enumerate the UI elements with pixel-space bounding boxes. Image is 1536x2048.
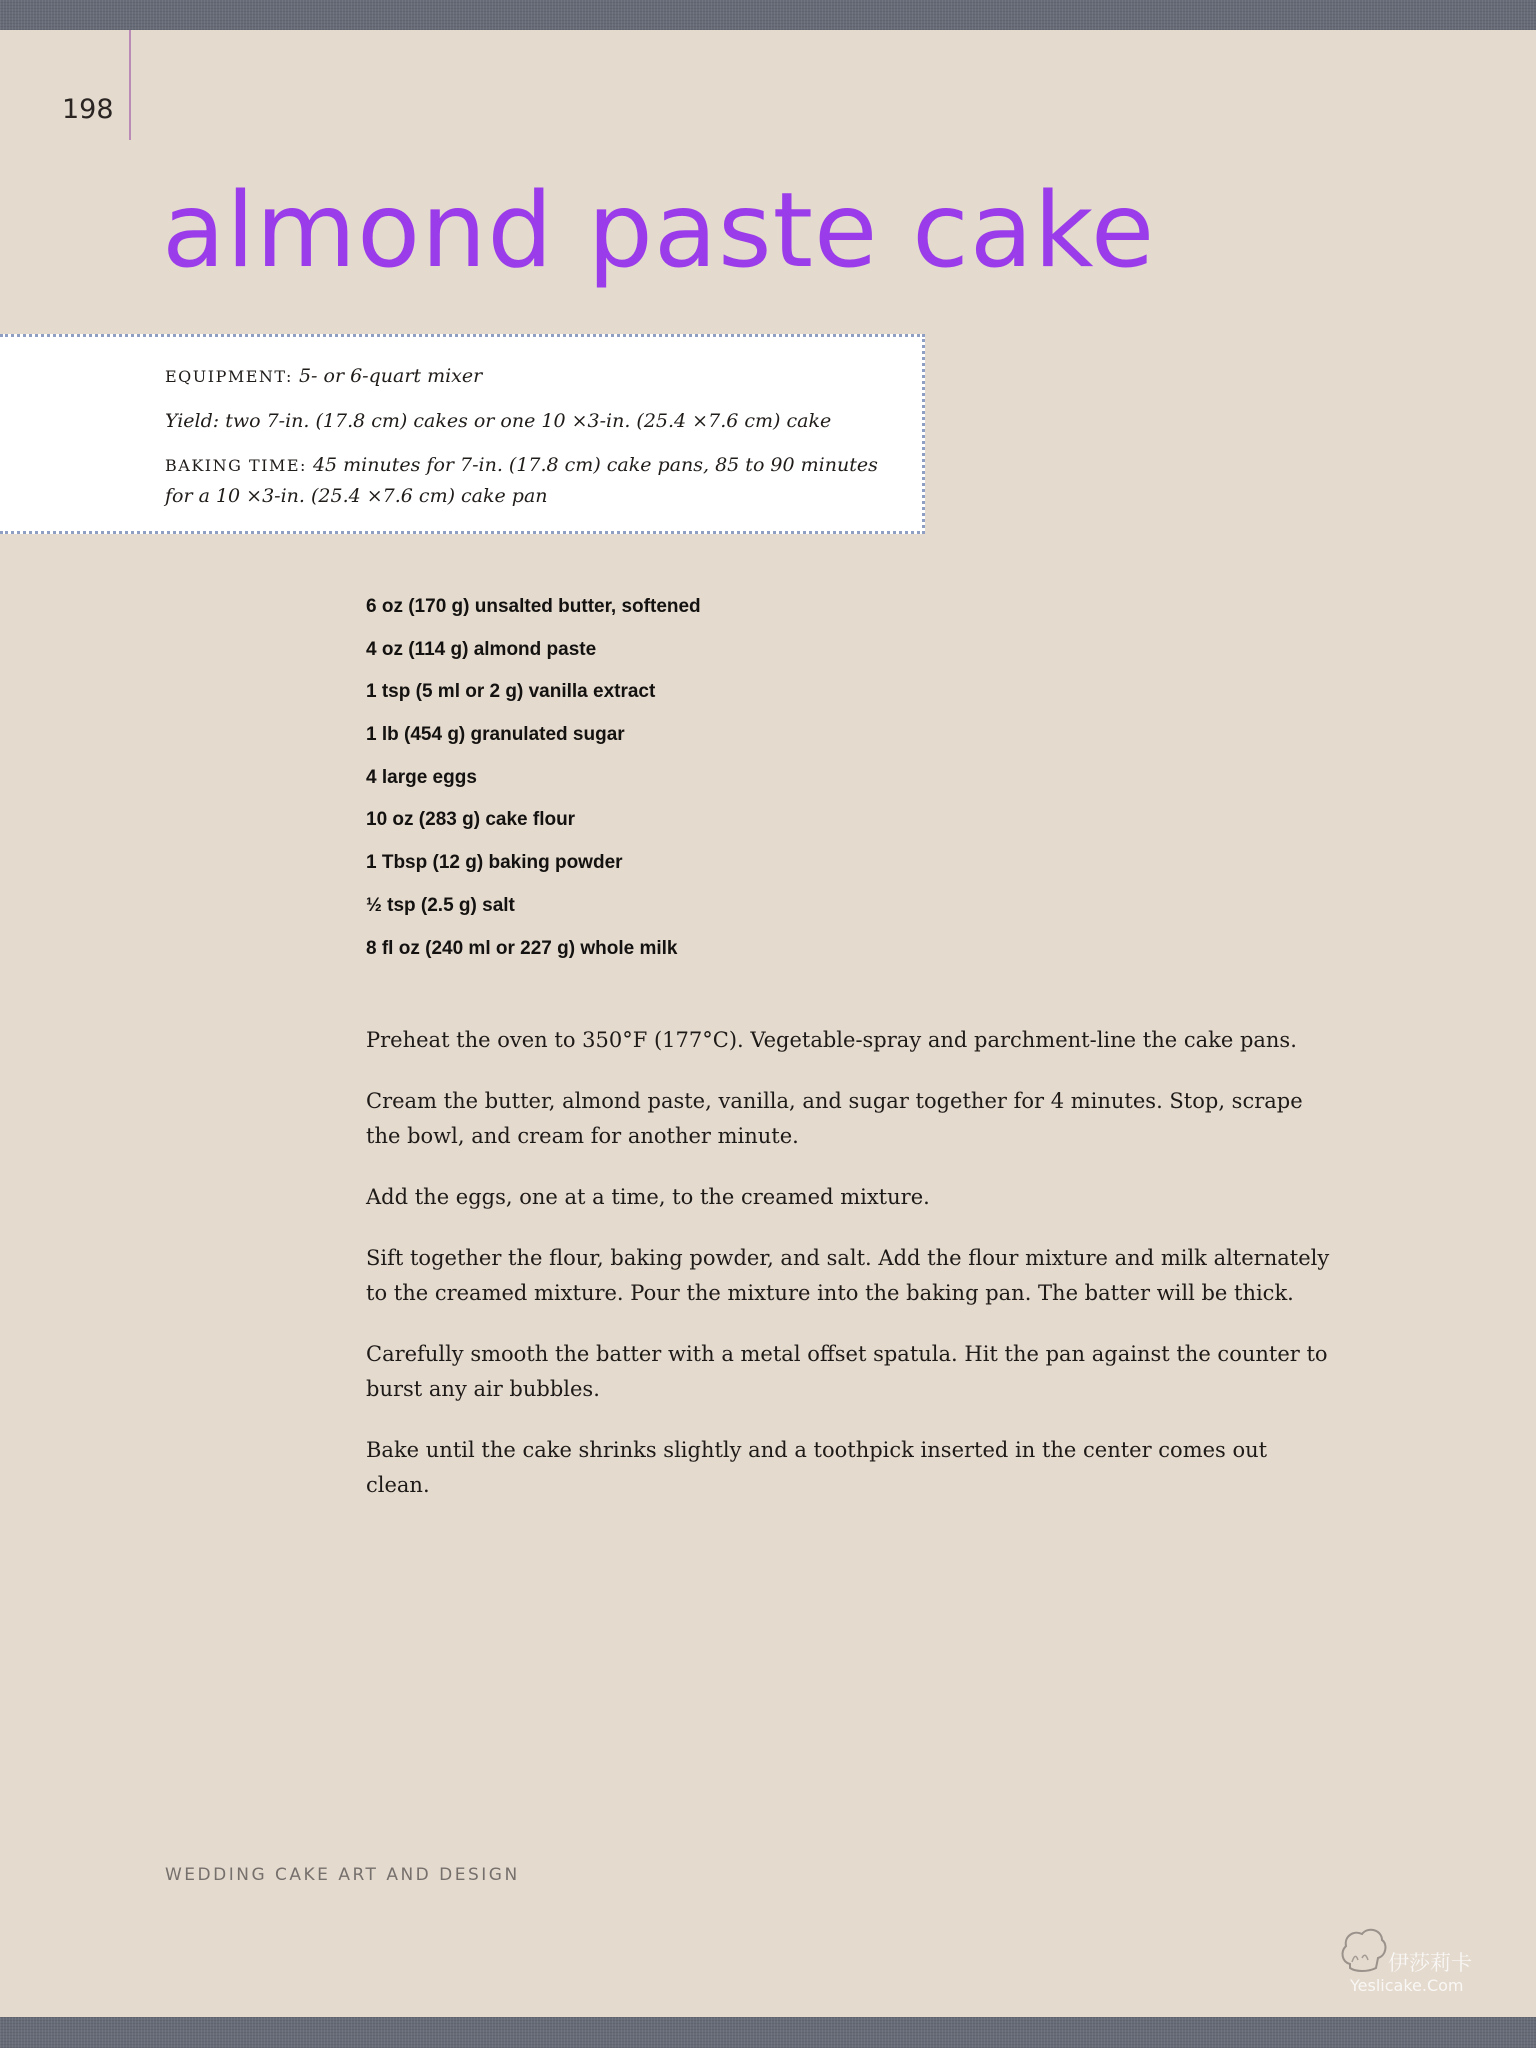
watermark	[1338, 1920, 1498, 2000]
method-step: Preheat the oven to 350°F (177°C). Vegetable-spray and parchment-line the cake pans.	[366, 1028, 1297, 1052]
page-number: 198	[62, 94, 114, 125]
running-footer: WEDDING CAKE ART AND DESIGN	[165, 1865, 520, 1885]
page-number-rule	[129, 30, 131, 140]
method-step: Cream the butter, almond paste, vanilla, and sugar together for 4 minutes. Stop, scrape the bowl, and cream for another minute.	[366, 1089, 1303, 1148]
ingredient-list	[366, 589, 701, 973]
ingredient-item: ½ tsp (2.5 g) salt	[366, 894, 515, 916]
ingredient-item: 10 oz (283 g) cake flour	[366, 809, 576, 831]
ingredient-item: 6 oz (170 g) unsalted butter, softened	[366, 596, 701, 617]
bottom-frame	[0, 2017, 1536, 2048]
method-step: Carefully smooth the batter with a metal offset spatula. Hit the pan against the counter to burst any air bubbles.	[366, 1342, 1328, 1401]
recipe-info-box	[0, 334, 925, 534]
watermark-text-en: Yeslicake.Com	[1350, 1976, 1464, 1995]
equipment-value: 5- or 6-quart mixer	[298, 365, 483, 387]
watermark-text-cn: 伊莎莉卡	[1388, 1951, 1472, 1975]
equipment-label: EQUIPMENT:	[165, 367, 293, 386]
ingredient-item: 1 lb (454 g) granulated sugar	[366, 724, 625, 746]
baking-time-line	[165, 450, 882, 511]
recipe-title: almond paste cake	[162, 171, 1156, 291]
baking-time-label: BAKING TIME:	[165, 456, 307, 475]
top-frame	[0, 0, 1536, 30]
method-step: Add the eggs, one at a time, to the creamed mixture.	[366, 1185, 930, 1209]
ingredient-item: 1 tsp (5 ml or 2 g) vanilla extract	[366, 681, 656, 703]
method-steps	[366, 1023, 1336, 1529]
chef-hat-icon	[1338, 1924, 1388, 1976]
ingredient-item: 4 large eggs	[366, 766, 477, 788]
ingredient-item: 1 Tbsp (12 g) baking powder	[366, 852, 623, 874]
ingredient-item: 4 oz (114 g) almond paste	[366, 638, 597, 660]
baking-time-value: 45 minutes for 7-in. (17.8 cm) cake pans, 85 to 90 minutes for a 10 ×3-in. (25.4 ×7.6 cm) cake pan	[165, 454, 878, 507]
ingredient-item: 8 fl oz (240 ml or 227 g) whole milk	[366, 937, 678, 959]
yield-line: Yield: two 7-in. (17.8 cm) cakes or one 10 ×3-in. (25.4 ×7.6 cm) cake	[165, 410, 832, 432]
equipment-line	[165, 361, 882, 392]
method-step: Sift together the flour, baking powder, and salt. Add the flour mixture and milk alternately to the creamed mixture. Pour the mixture into the baking pan. The batter will be thick.	[366, 1246, 1330, 1305]
method-step: Bake until the cake shrinks slightly and a toothpick inserted in the center comes out clean.	[366, 1438, 1268, 1497]
